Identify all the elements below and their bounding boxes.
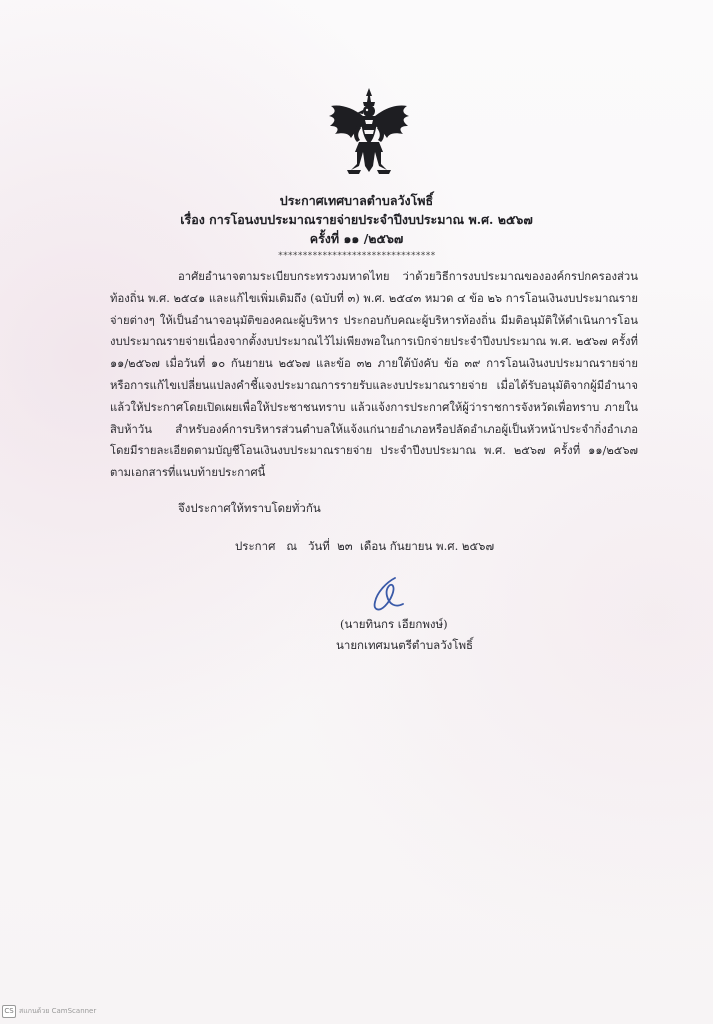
- announcement-title: ประกาศเทศบาลตำบลวังโพธิ์: [279, 193, 434, 208]
- announcement-body: [110, 266, 638, 484]
- camscanner-watermark: [2, 1004, 96, 1018]
- announcement-date: ประกาศ ณ วันที่ ๒๓ เดือน กันยายน พ.ศ. ๒๕๖๗: [235, 539, 495, 553]
- announcement-number: ครั้งที่ ๑๑ /๒๕๖๗: [309, 231, 404, 246]
- signer-name: (นายทินกร เอียกพงษ์): [340, 617, 448, 631]
- signature-icon: [365, 574, 411, 618]
- announcement-subject: เรื่อง การโอนงบประมาณรายจ่ายประจำปีงบประมาณ พ.ศ. ๒๕๖๗: [180, 212, 533, 227]
- body-paragraph: อาศัยอำนาจตามระเบียบกระทรวงมหาดไทย ว่าด้วยวิธีการงบประมาณขององค์กรปกครองส่วนท้องถิ่น พ.ศ. ๒๕๔๑ และแก้ไขเพิ่มเติมถึง (ฉบับที่ ๓) พ.ศ. ๒๕๔๓ หมวด ๔ ข้อ ๒๖ การโอนเงินงบประมาณรายจ่ายต่างๆ ให้เป็นอำนาจอนุมัติของคณะผู้บริหาร ประกอบกับคณะผู้บริหารท้องถิ่น มีมติอนุมัติให้ดำเนินการโอนงบประมาณรายจ่ายเนื่องจากตั้งงบประมาณไว้ไม่เพียงพอในการเบิกจ่ายประจำปีงบประมาณ พ.ศ. ๒๕๖๗ ครั้งที่ ๑๑/๒๕๖๗ เมื่อวันที่ ๑๐ กันยายน ๒๕๖๗ และข้อ ๓๒ ภายใต้บังคับ ข้อ ๓๙ การโอนเงินงบประมาณรายจ่าย หรือการแก้ไขเปลี่ยนแปลงคำชี้แจงประมาณการรายรับและงบประมาณรายจ่าย เมื่อได้รับอนุมัติจากผู้มีอำนาจแล้วให้ประกาศโดยเปิดเผยเพื่อให้ประชาชนทราบ แล้วแจ้งการประกาศให้ผู้ว่าราชการจังหวัดเพื่อทราบ ภายในสิบห้าวัน สำหรับองค์การบริหารส่วนตำบลให้แจ้งแก่นายอำเภอหรือปลัดอำเภอผู้เป็นหัวหน้าประจำกิ่งอำเภอ โดยมีรายละเอียดตามบัญชีโอนเงินงบประมาณรายจ่าย ประจำปีงบประมาณ พ.ศ. ๒๕๖๗ ครั้งที่ ๑๑/๒๕๖๗ ตามเอกสารที่แนบท้ายประกาศนี้: [110, 270, 638, 480]
- closing-statement: จึงประกาศให้ทราบโดยทั่วกัน: [178, 501, 321, 515]
- camscanner-text: สแกนด้วย CamScanner: [19, 1006, 97, 1015]
- separator-line: ********************************: [277, 251, 436, 261]
- garuda-emblem-icon: [327, 86, 411, 178]
- signer-title: นายกเทศมนตรีตำบลวังโพธิ์: [336, 638, 474, 652]
- camscanner-logo-icon: CS: [2, 1005, 16, 1018]
